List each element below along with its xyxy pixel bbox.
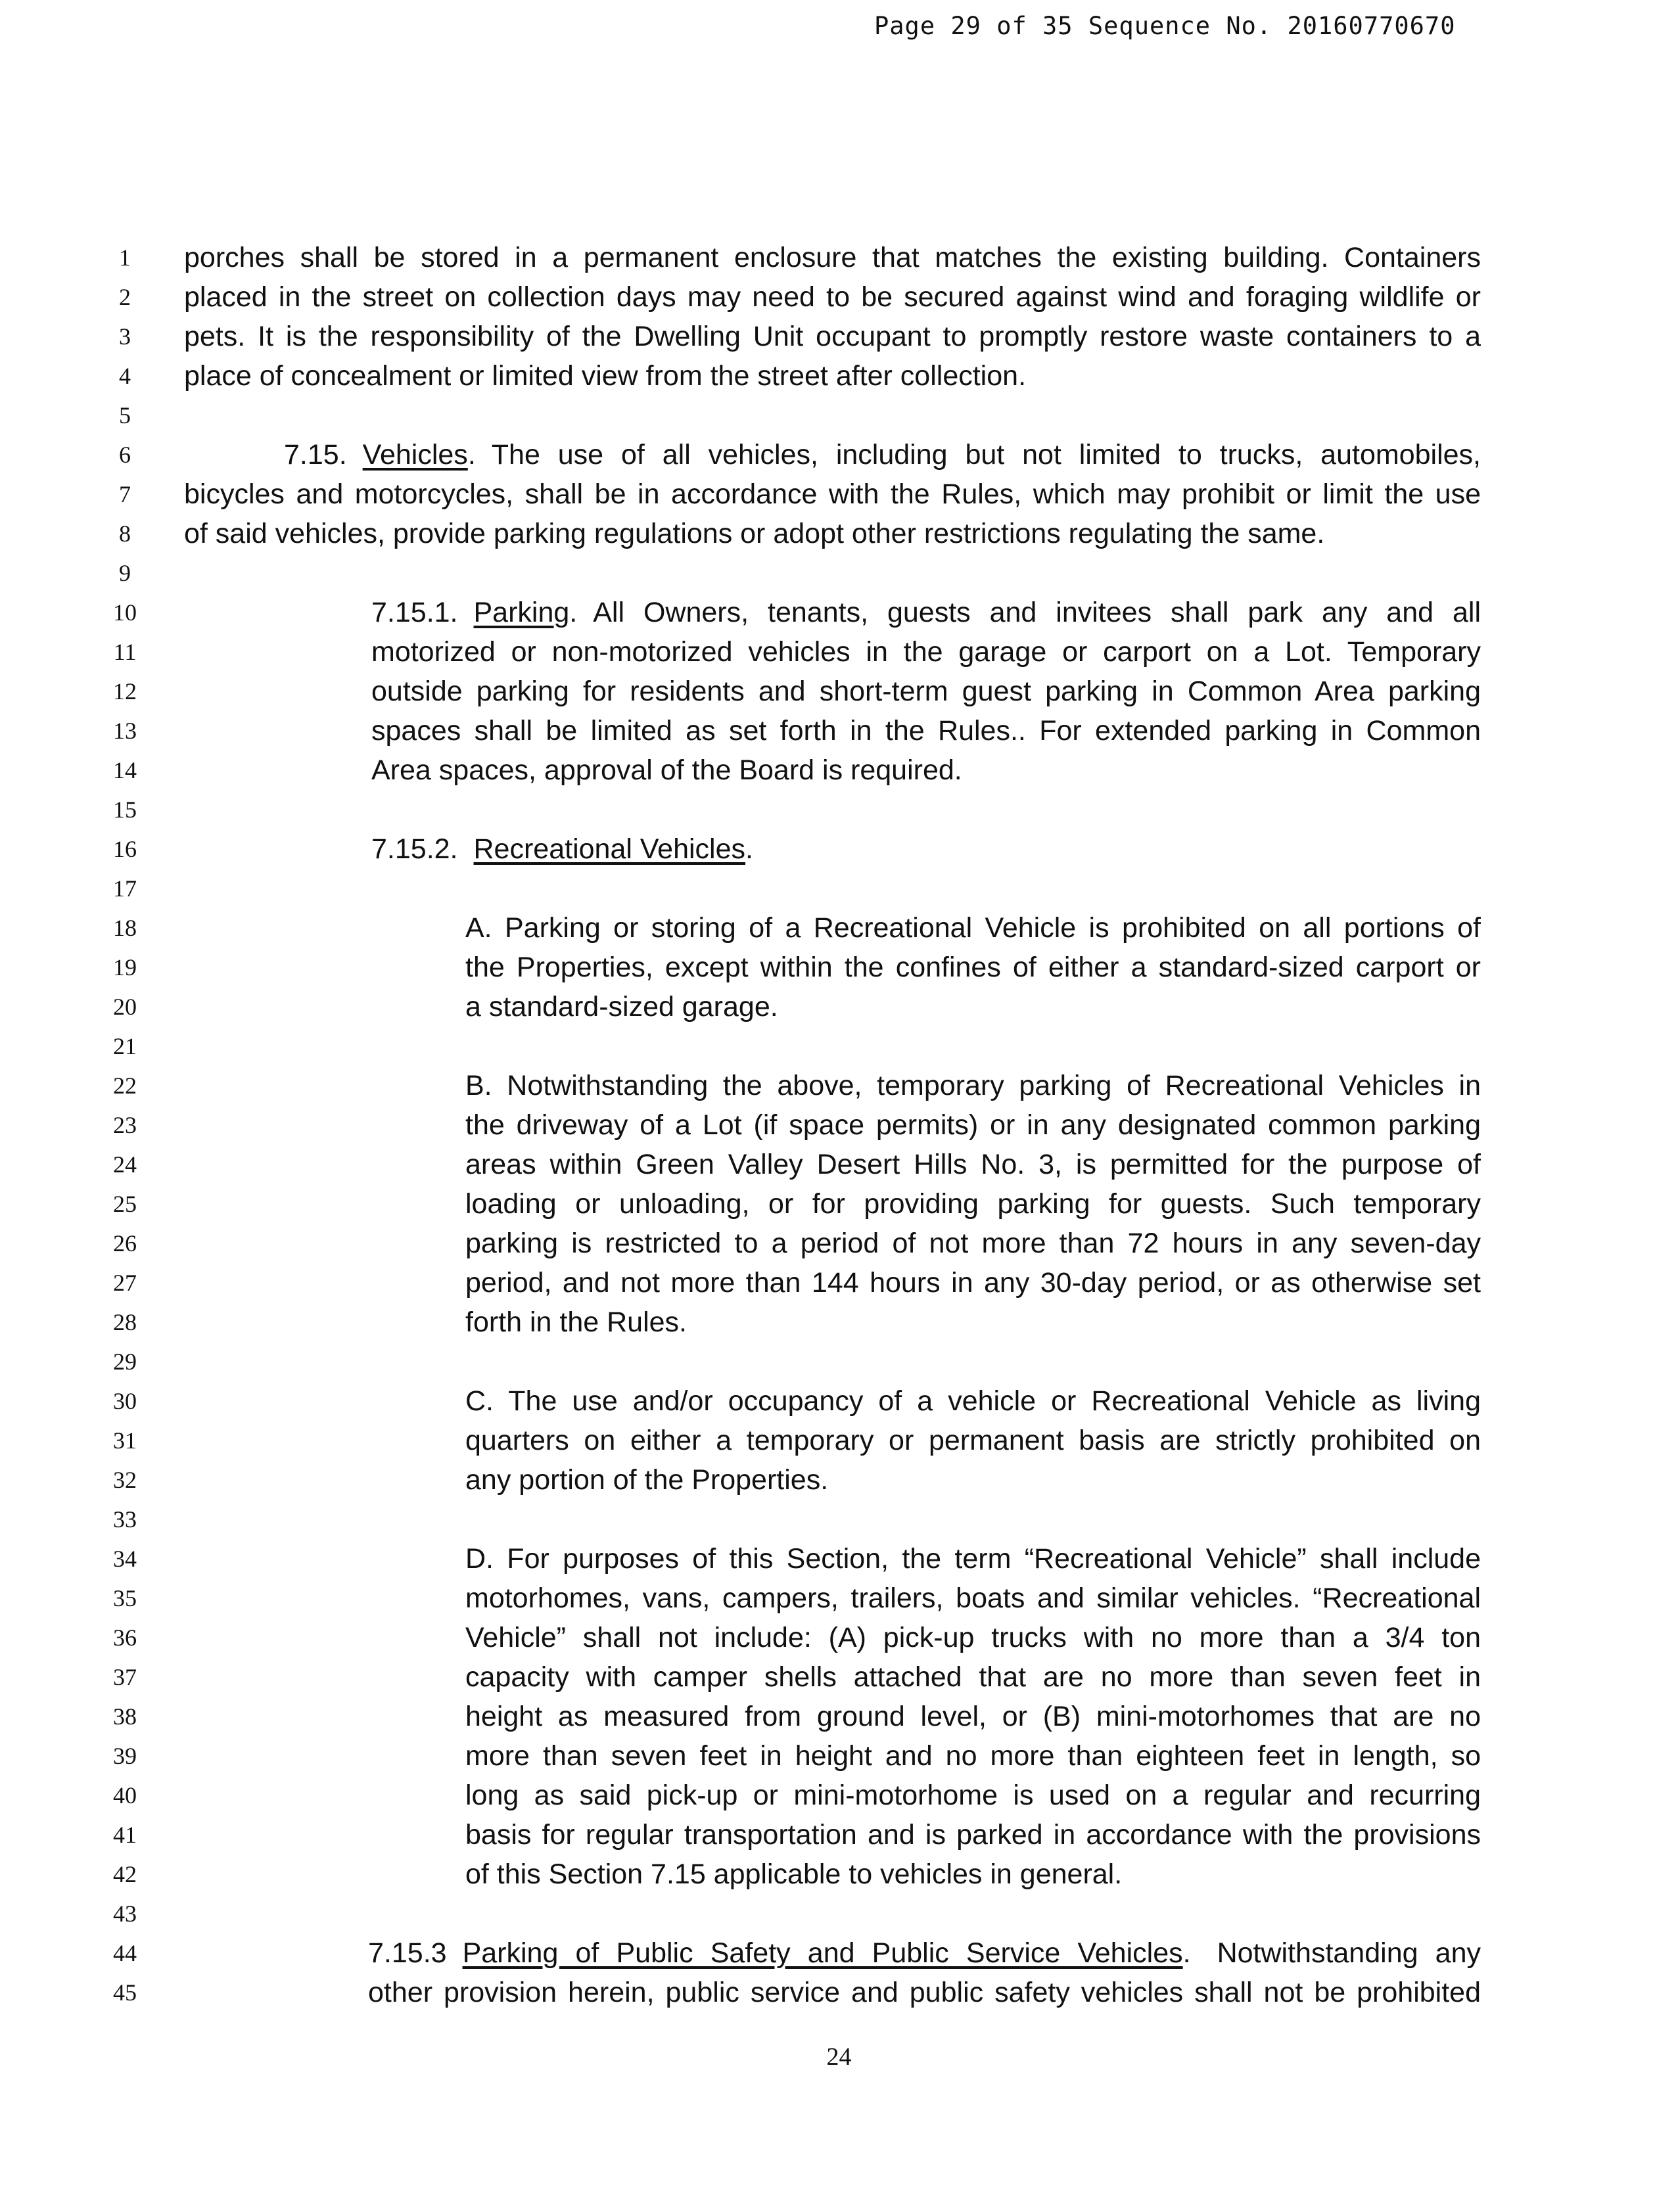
line-row (0, 1815, 1678, 1855)
line-number: 3 (119, 323, 131, 350)
line-number: 31 (113, 1427, 137, 1454)
line-row (0, 1618, 1678, 1657)
line-number: 45 (113, 1979, 137, 2006)
line-row (0, 1855, 1678, 1894)
line-number: 40 (113, 1782, 137, 1809)
line-row (0, 396, 1678, 435)
section-7-15-1-first-line: 7.15.1. Parking. All Owners, tenants, guests and invitees shall park any and all (371, 597, 1481, 628)
section-heading: Parking (473, 597, 570, 628)
line-number: 27 (113, 1270, 137, 1296)
section-number: 7.15.3 (368, 1937, 447, 1969)
paragraph-line: the Properties, except within the confines of either a standard-sized carport or (465, 952, 1481, 983)
line-row (0, 672, 1678, 711)
line-number: 44 (113, 1940, 137, 1966)
line-number: 41 (113, 1822, 137, 1848)
paragraph-line: bicycles and motorcycles, shall be in accordance with the Rules, which may prohibit or limit the use (184, 478, 1481, 510)
paragraph-line: pets. It is the responsibility of the Dwelling Unit occupant to promptly restore waste containers to a (184, 321, 1481, 352)
line-row (0, 238, 1678, 277)
paragraph-line: period, and not more than 144 hours in any 30-day period, or as otherwise set (465, 1267, 1481, 1299)
paragraph-line: B. Notwithstanding the above, temporary parking of Recreational Vehicles in (465, 1070, 1481, 1101)
line-row (0, 317, 1678, 356)
paragraph-line: other provision herein, public service and public safety vehicles shall not be prohibited (368, 1977, 1481, 2008)
line-row (0, 829, 1678, 869)
line-number: 7 (119, 481, 131, 507)
line-number: 21 (113, 1033, 137, 1059)
paragraph-line: of said vehicles, provide parking regulations or adopt other restrictions regulating the same. (184, 518, 1325, 549)
line-number: 25 (113, 1191, 137, 1217)
line-row (0, 1500, 1678, 1539)
line-row (0, 1381, 1678, 1421)
line-number: 11 (113, 639, 137, 665)
paragraph-line: spaces shall be limited as set forth in the Rules.. For extended parking in Common (371, 715, 1481, 747)
line-row (0, 1224, 1678, 1263)
paragraph-line: motorized or non-motorized vehicles in the garage or carport on a Lot. Temporary (371, 636, 1481, 668)
line-row (0, 1736, 1678, 1776)
section-heading: Parking of Public Safety and Public Service Vehicles (462, 1937, 1183, 1969)
paragraph-line: quarters on either a temporary or permanent basis are strictly prohibited on (465, 1425, 1481, 1456)
line-row (0, 1460, 1678, 1500)
line-number: 9 (119, 560, 131, 586)
line-row (0, 1145, 1678, 1184)
line-number: 24 (113, 1151, 137, 1178)
section-7-15-first-line: 7.15. Vehicles. The use of all vehicles, including but not limited to trucks, automobiles, (284, 439, 1481, 471)
line-number: 34 (113, 1546, 137, 1572)
line-number: 5 (119, 402, 131, 428)
page-number: 24 (826, 2043, 852, 2071)
section-heading: Recreational Vehicles (473, 833, 746, 865)
line-number: 22 (113, 1072, 137, 1099)
line-number: 15 (113, 796, 137, 823)
line-row (0, 1973, 1678, 2012)
line-number: 4 (119, 363, 131, 389)
line-row (0, 1578, 1678, 1618)
paragraph-line: Notwithstanding any (1217, 1937, 1481, 1969)
paragraph-line: D. For purposes of this Section, the term “Recreational Vehicle” shall include (465, 1543, 1481, 1575)
line-row (0, 987, 1678, 1026)
line-number: 12 (113, 678, 137, 704)
line-row (0, 1894, 1678, 1933)
line-number: 20 (113, 994, 137, 1020)
section-number: 7.15. (284, 439, 347, 471)
paragraph-line: long as said pick-up or mini-motorhome is used on a regular and recurring (465, 1780, 1481, 1811)
line-number: 23 (113, 1112, 137, 1138)
paragraph-line: Area spaces, approval of the Board is required. (371, 754, 962, 786)
line-row (0, 632, 1678, 672)
line-row (0, 1776, 1678, 1815)
paragraph-line: place of concealment or limited view from the street after collection. (184, 360, 1027, 392)
paragraph-line: more than seven feet in height and no more than eighteen feet in length, so (465, 1740, 1481, 1772)
line-number: 35 (113, 1585, 137, 1611)
line-number: 10 (113, 599, 137, 626)
line-row (0, 1342, 1678, 1381)
line-row (0, 1184, 1678, 1224)
line-number: 16 (113, 836, 137, 862)
paragraph-line: A. Parking or storing of a Recreational Vehicle is prohibited on all portions of (465, 912, 1481, 944)
paragraph-line: Vehicle” shall not include: (A) pick-up trucks with no more than a 3/4 ton (465, 1622, 1481, 1653)
line-number: 17 (113, 875, 137, 902)
paragraph-line: height as measured from ground level, or (B) mini-motorhomes that are no (465, 1701, 1481, 1732)
paragraph-line: of this Section 7.15 applicable to vehicles in general. (465, 1858, 1123, 1890)
line-row (0, 1657, 1678, 1697)
line-row (0, 711, 1678, 750)
section-number: 7.15.2. (371, 833, 458, 865)
line-number: 33 (113, 1506, 137, 1532)
line-row (0, 356, 1678, 396)
line-row (0, 750, 1678, 790)
line-number: 39 (113, 1743, 137, 1769)
paragraph-line: any portion of the Properties. (465, 1464, 829, 1496)
line-number: 30 (113, 1388, 137, 1414)
line-row (0, 435, 1678, 474)
line-number: 29 (113, 1348, 137, 1375)
line-number: 14 (113, 757, 137, 783)
line-row (0, 277, 1678, 317)
paragraph-line: C. The use and/or occupancy of a vehicle or Recreational Vehicle as living (465, 1385, 1481, 1417)
paragraph-line: forth in the Rules. (465, 1306, 688, 1338)
paragraph-line: parking is restricted to a period of not more than 72 hours in any seven-day (465, 1228, 1481, 1259)
line-row (0, 1263, 1678, 1302)
paragraph-line: All Owners, tenants, guests and invitees shall park any and all (593, 597, 1481, 628)
line-number: 43 (113, 1901, 137, 1927)
line-row (0, 1539, 1678, 1578)
line-row (0, 474, 1678, 514)
line-row (0, 1302, 1678, 1342)
section-number: 7.15.1. (371, 597, 458, 628)
line-row (0, 1026, 1678, 1066)
line-row (0, 1421, 1678, 1460)
line-number: 18 (113, 915, 137, 941)
paragraph-line: placed in the street on collection days may need to be secured against wind and foraging wildlife or (184, 281, 1481, 313)
section-7-15-2-heading-line: 7.15.2. Recreational Vehicles. (371, 833, 753, 865)
line-number: 36 (113, 1624, 137, 1651)
line-row (0, 1933, 1678, 1973)
line-number: 26 (113, 1230, 137, 1256)
paragraph-line: porches shall be stored in a permanent enclosure that matches the existing building. Containers (184, 242, 1481, 273)
line-number: 37 (113, 1664, 137, 1690)
line-row (0, 908, 1678, 948)
paragraph-line: outside parking for residents and short-term guest parking in Common Area parking (371, 676, 1481, 707)
line-row (0, 553, 1678, 593)
line-row (0, 1105, 1678, 1145)
line-row (0, 1697, 1678, 1736)
line-number: 32 (113, 1467, 137, 1493)
line-number: 42 (113, 1861, 137, 1887)
line-number: 6 (119, 442, 131, 468)
paragraph-line: The use of all vehicles, including but not limited to trucks, automobiles, (491, 439, 1481, 471)
line-number: 13 (113, 718, 137, 744)
line-number: 1 (119, 244, 131, 271)
line-row (0, 593, 1678, 632)
line-number: 2 (119, 284, 131, 310)
page-header: Page 29 of 35 Sequence No. 20160770670 (874, 12, 1456, 40)
line-number: 8 (119, 520, 131, 547)
line-row (0, 1066, 1678, 1105)
line-number: 38 (113, 1703, 137, 1730)
paragraph-line: areas within Green Valley Desert Hills No. 3, is permitted for the purpose of (465, 1149, 1481, 1180)
paragraph-line: loading or unloading, or for providing parking for guests. Such temporary (465, 1188, 1481, 1220)
paragraph-line: motorhomes, vans, campers, trailers, boats and similar vehicles. “Recreational (465, 1582, 1481, 1614)
paragraph-line: capacity with camper shells attached that are no more than seven feet in (465, 1661, 1481, 1693)
section-heading: Vehicles (362, 439, 468, 471)
line-row (0, 869, 1678, 908)
line-row (0, 514, 1678, 553)
paragraph-line: basis for regular transportation and is parked in accordance with the provisions (465, 1819, 1481, 1851)
section-7-15-3-first-line: 7.15.3 Parking of Public Safety and Public Service Vehicles. Notwithstanding any (368, 1937, 1481, 1969)
line-row (0, 948, 1678, 987)
paragraph-line: the driveway of a Lot (if space permits) or in any designated common parking (465, 1109, 1481, 1141)
line-number: 28 (113, 1309, 137, 1335)
line-row (0, 790, 1678, 829)
line-number: 19 (113, 954, 137, 980)
paragraph-line: a standard-sized garage. (465, 991, 778, 1023)
